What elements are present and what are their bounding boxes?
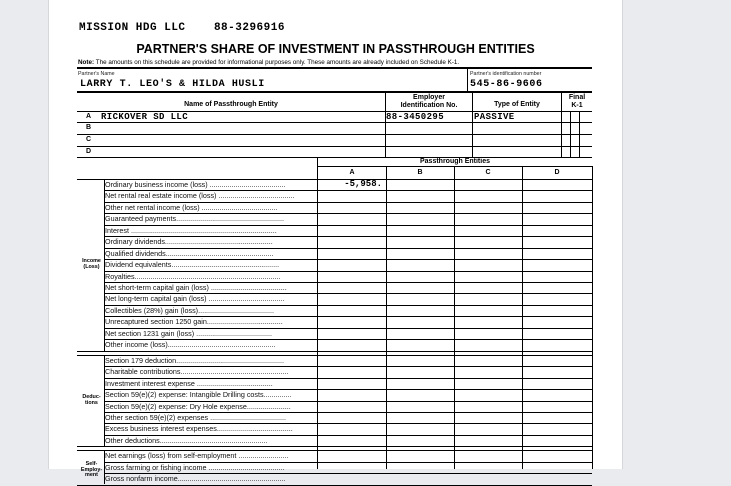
line-item-label: Charitable contributions...................................................... bbox=[105, 367, 289, 376]
partner-name: LARRY T. LEO'S & HILDA HUSLI bbox=[80, 79, 265, 90]
line-item-label: Excess business interest expenses...................................... bbox=[105, 424, 293, 433]
section-label: Income (Loss) bbox=[82, 258, 101, 270]
line-item-label: Section 59(e)(2) expense: Dry Hole expense...................... bbox=[105, 402, 291, 411]
line-item-label: Net earnings (loss) from self-employment ......................... bbox=[105, 451, 289, 460]
section-label: Self- Employ- ment bbox=[80, 461, 103, 479]
amount-col-header: D bbox=[554, 169, 560, 176]
line-item-label: Net short-term capital gain (loss) ...................................... bbox=[105, 283, 287, 292]
line-item-label: Net section 1231 gain (loss) ...................................... bbox=[105, 329, 272, 338]
company-ein: 88-3296916 bbox=[213, 22, 285, 34]
divider bbox=[104, 355, 105, 447]
entity-row-letter: B bbox=[86, 124, 92, 131]
line-item-label: Dividend equivalents...................................................... bbox=[105, 260, 280, 269]
divider bbox=[77, 446, 592, 447]
divider bbox=[472, 92, 473, 157]
line-item-label: Other income (loss)...................................................... bbox=[105, 340, 276, 349]
entity-row-letter: C bbox=[86, 136, 92, 143]
amount-col-header: B bbox=[417, 169, 423, 176]
divider bbox=[77, 157, 592, 158]
line-item-label: Other deductions...................................................... bbox=[105, 436, 268, 445]
line-item-label: Net long-term capital gain (loss) ...................................... bbox=[105, 294, 285, 303]
divider bbox=[77, 146, 592, 147]
line-item-label: Collectibles (28%) gain (loss)...................................... bbox=[105, 306, 274, 315]
col-final-k1 bbox=[562, 94, 592, 109]
line-item-label: Qualified dividends...................................................... bbox=[105, 249, 274, 258]
section-label: Deduc- tions bbox=[82, 394, 101, 406]
line-item-label: Section 179 deduction...................................................... bbox=[105, 356, 284, 365]
form-note bbox=[78, 59, 459, 66]
divider bbox=[592, 166, 593, 469]
entity-name: RICKOVER SD LLC bbox=[101, 112, 189, 122]
line-item-label: Guaranteed payments...................................................... bbox=[105, 214, 284, 223]
line-item-label: Gross nonfarm income...................................................... bbox=[105, 474, 286, 483]
header-company-line bbox=[79, 22, 285, 34]
line-item-label: Ordinary business income (loss) ...................................... bbox=[105, 180, 286, 189]
line-item-label: Other net rental income (loss) ...................................... bbox=[105, 203, 278, 212]
divider bbox=[467, 68, 468, 91]
col-entity-name: Name of Passthrough Entity bbox=[184, 101, 278, 108]
line-item-label: Unrecaptured section 1250 gain...................................... bbox=[105, 317, 283, 326]
amount-col-header: A bbox=[349, 169, 355, 176]
divider bbox=[104, 450, 105, 484]
divider bbox=[77, 67, 592, 69]
line-item-label: Interest ......................................................................... bbox=[105, 226, 277, 235]
line-item-label: Section 59(e)(2) expense: Intangible Drilling costs.............. bbox=[105, 390, 292, 399]
divider bbox=[318, 166, 592, 167]
partner-id: 545-86-9606 bbox=[470, 79, 543, 90]
form-title: PARTNER'S SHARE OF INVESTMENT IN PASSTHROUGH ENTITIES bbox=[136, 42, 535, 56]
col-final-line2: K-1 bbox=[571, 101, 583, 109]
divider bbox=[104, 179, 105, 351]
divider bbox=[77, 134, 592, 135]
company-name: MISSION HDG LLC bbox=[79, 22, 186, 34]
col-ein-line2: Identification No. bbox=[400, 101, 458, 109]
divider bbox=[77, 91, 592, 93]
line-item-label: Other section 59(e)(2) expenses ...................................... bbox=[105, 413, 286, 422]
note-text: The amounts on this schedule are provided for informational purposes only. These amounts are already included on Schedule K-1. bbox=[95, 59, 460, 66]
line-item-label: Gross farming or fishing income ...................................... bbox=[105, 463, 285, 472]
entity-type: PASSIVE bbox=[474, 112, 515, 122]
entity-row-letter: A bbox=[86, 113, 92, 120]
col-final-line1: Final bbox=[568, 94, 586, 101]
amount-col-header: C bbox=[485, 169, 491, 176]
amount-value: -5,958. bbox=[344, 179, 382, 189]
divider bbox=[77, 122, 592, 123]
col-ein bbox=[386, 94, 472, 109]
divider bbox=[561, 92, 562, 157]
entity-row-letter: D bbox=[86, 148, 92, 155]
line-item-label: Investment interest expense ...................................... bbox=[105, 379, 273, 388]
amounts-group-header: Passthrough Entities bbox=[419, 158, 490, 165]
line-item-label: Ordinary dividends...................................................... bbox=[105, 237, 273, 246]
form-page bbox=[48, 0, 623, 483]
divider bbox=[385, 92, 386, 157]
note-label: Note: bbox=[78, 59, 95, 66]
col-ein-line1: Employer bbox=[413, 94, 445, 101]
partner-id-label: Partner's identification number bbox=[470, 71, 542, 77]
partner-name-label: Partner's Name bbox=[78, 71, 115, 77]
entity-ein: 88-3450295 bbox=[386, 112, 445, 122]
line-item-label: Net rental real estate income (loss) ...................................... bbox=[105, 191, 295, 200]
divider bbox=[77, 351, 592, 352]
line-item-label: Royalties......................................................................... bbox=[105, 272, 281, 281]
col-entity-type: Type of Entity bbox=[494, 101, 540, 108]
